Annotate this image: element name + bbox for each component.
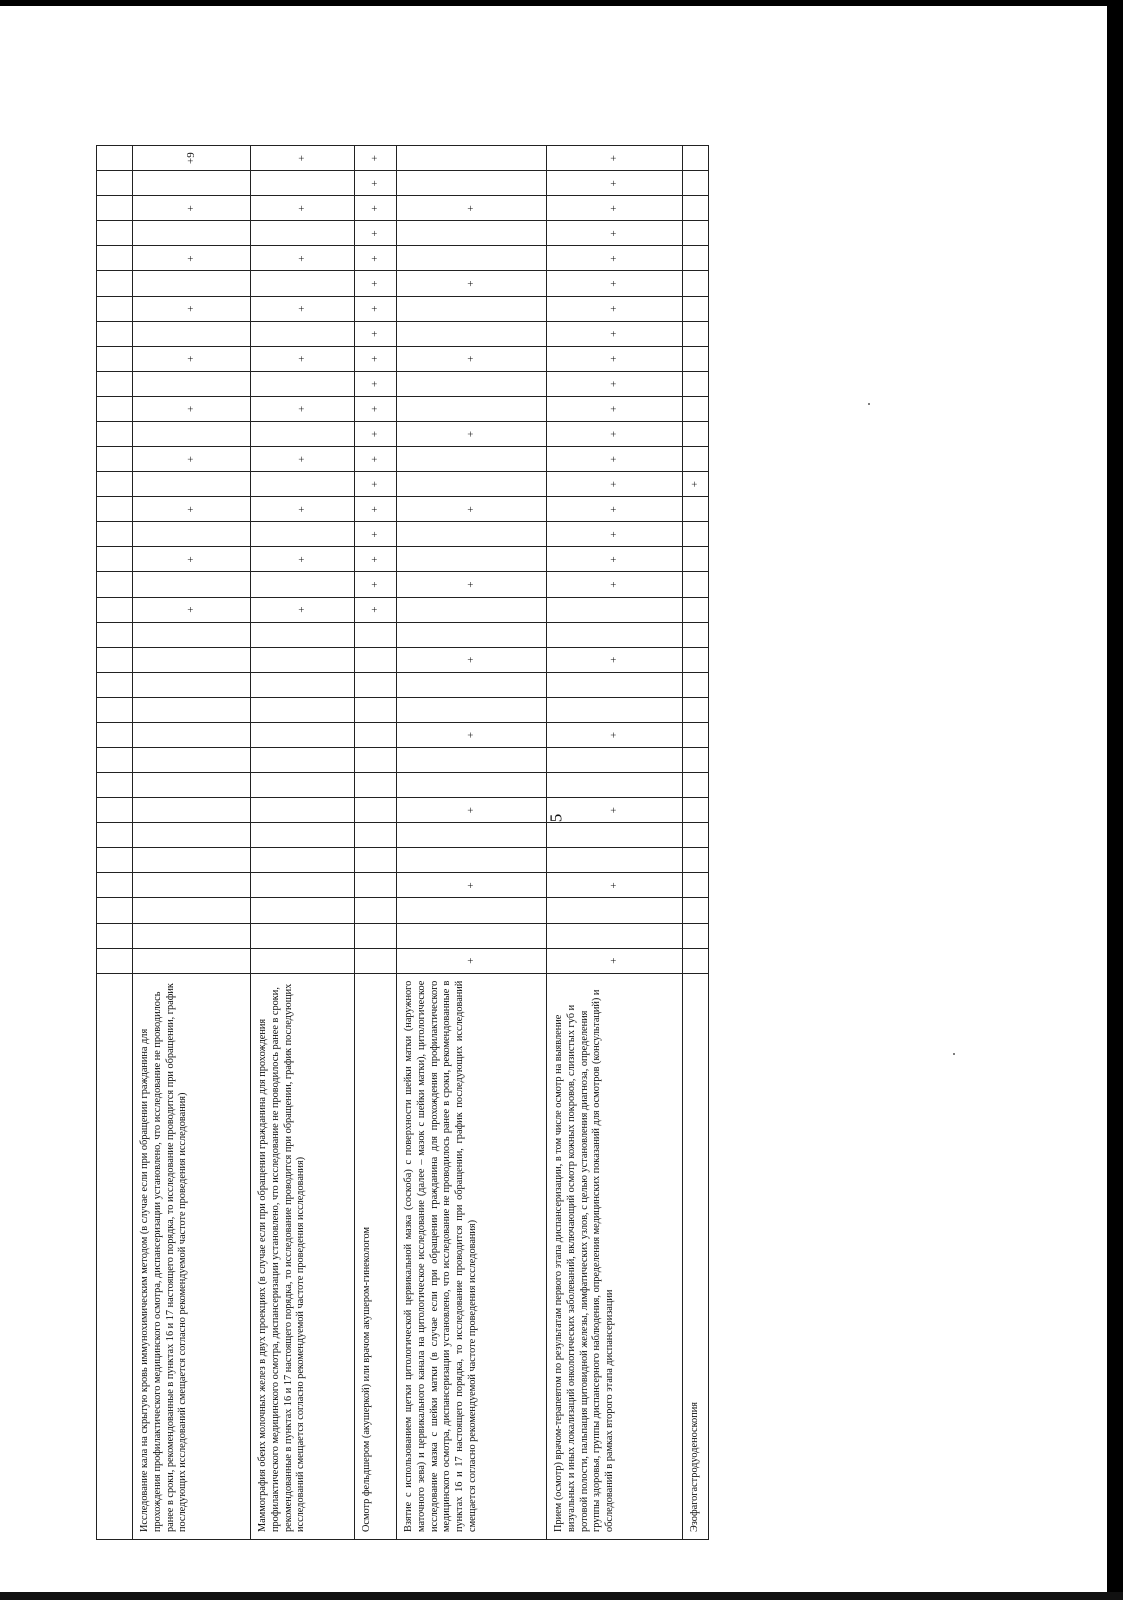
row-mark-cell: + [355, 221, 397, 246]
row-mark-cell: + [251, 547, 355, 572]
row-mark-cell [683, 722, 709, 747]
row-mark-cell [251, 948, 355, 973]
header-age-cell [97, 773, 133, 798]
row-mark-cell: + [397, 421, 547, 446]
row-mark-cell [355, 848, 397, 873]
row-mark-cell [397, 547, 547, 572]
header-age-cell [97, 823, 133, 848]
row-mark-cell [683, 421, 709, 446]
row-mark-cell [251, 647, 355, 672]
row-mark-cell: + [547, 396, 683, 421]
row-mark-cell [251, 747, 355, 772]
row-mark-cell [397, 672, 547, 697]
header-age-cell [97, 848, 133, 873]
header-age-cell [97, 597, 133, 622]
row-mark-cell [397, 171, 547, 196]
row-mark-cell [397, 296, 547, 321]
row-mark-cell: + [547, 798, 683, 823]
row-mark-cell: + [547, 321, 683, 346]
row-mark-cell: + [355, 396, 397, 421]
rotated-table-wrapper [96, 145, 701, 1540]
header-age-cell [97, 472, 133, 497]
row-mark-cell [683, 898, 709, 923]
row-mark-cell [397, 321, 547, 346]
row-mark-cell: + [251, 447, 355, 472]
row-mark-cell [133, 221, 251, 246]
row-mark-cell [355, 948, 397, 973]
row-mark-cell [251, 421, 355, 446]
table-row [683, 146, 709, 1540]
row-description: Исследование кала на скрытую кровь иммунохимическим методом (в случае если при обращении гражданина для прохождения профилактического медицинского осмотра, диспансеризации установлено, что исследование не проводилось ранее в сроки, рекомендованные в пунктах 16 и 17 настоящего порядка, то исследование проводится при обращении, график последующих исследований смещается согласно рекомендуемой частоте проведения исследования) [133, 973, 251, 1539]
row-mark-cell [547, 597, 683, 622]
row-mark-cell: + [251, 246, 355, 271]
row-mark-cell [251, 472, 355, 497]
header-age-cell [97, 948, 133, 973]
row-mark-cell [683, 697, 709, 722]
header-age-cell [97, 798, 133, 823]
row-mark-cell: + [355, 196, 397, 221]
row-mark-cell [251, 823, 355, 848]
row-mark-cell: + [547, 421, 683, 446]
row-mark-cell: + [355, 321, 397, 346]
row-mark-cell [683, 396, 709, 421]
header-age-cell [97, 873, 133, 898]
row-mark-cell [355, 798, 397, 823]
row-mark-cell [251, 371, 355, 396]
row-mark-cell [133, 421, 251, 446]
row-mark-cell: + [397, 196, 547, 221]
row-mark-cell [683, 522, 709, 547]
row-mark-cell: + [547, 371, 683, 396]
row-mark-cell [547, 747, 683, 772]
row-mark-cell [683, 321, 709, 346]
row-mark-cell [355, 647, 397, 672]
header-row [97, 146, 133, 1540]
row-mark-cell: + [355, 346, 397, 371]
row-mark-cell [355, 697, 397, 722]
row-mark-cell: + [547, 873, 683, 898]
row-mark-cell [397, 396, 547, 421]
row-mark-cell: + [355, 296, 397, 321]
row-mark-cell: + [547, 547, 683, 572]
row-mark-cell: + [547, 722, 683, 747]
row-mark-cell [397, 522, 547, 547]
row-mark-cell [397, 597, 547, 622]
header-age-cell [97, 171, 133, 196]
row-mark-cell [251, 898, 355, 923]
row-mark-cell: + [547, 196, 683, 221]
row-mark-cell [355, 898, 397, 923]
row-mark-cell: + [133, 396, 251, 421]
row-mark-cell: + [547, 472, 683, 497]
row-mark-cell [133, 722, 251, 747]
row-mark-cell [683, 597, 709, 622]
row-mark-cell [683, 296, 709, 321]
row-mark-cell: +9 [133, 146, 251, 171]
row-mark-cell [547, 622, 683, 647]
row-mark-cell: + [397, 873, 547, 898]
row-mark-cell [683, 371, 709, 396]
row-mark-cell [355, 923, 397, 948]
header-age-cell [97, 421, 133, 446]
row-mark-cell: + [251, 196, 355, 221]
row-mark-cell [133, 773, 251, 798]
row-mark-cell [683, 773, 709, 798]
row-mark-cell: + [355, 421, 397, 446]
row-mark-cell [251, 873, 355, 898]
header-age-cell [97, 647, 133, 672]
header-age-cell [97, 672, 133, 697]
row-mark-cell [683, 848, 709, 873]
row-mark-cell [547, 923, 683, 948]
row-mark-cell [133, 697, 251, 722]
row-mark-cell [133, 622, 251, 647]
row-mark-cell: + [397, 948, 547, 973]
row-mark-cell [133, 848, 251, 873]
row-mark-cell [133, 472, 251, 497]
row-mark-cell [683, 622, 709, 647]
row-mark-cell [683, 196, 709, 221]
row-mark-cell: + [547, 221, 683, 246]
row-mark-cell: + [133, 346, 251, 371]
row-mark-cell [683, 798, 709, 823]
row-description: Маммография обеих молочных желез в двух проекциях (в случае если при обращении гражданина для прохождения профилактического медицинского осмотра, диспансеризации установлено, что исследование не проводилось ранее в сроки, рекомендованные в пунктах 16 и 17 настоящего порядка, то исследование проводится при обращении, график последующих исследований смещается согласно рекомендуемой частоте проведения исследования) [251, 973, 355, 1539]
scan-edge-bottom [0, 1592, 1123, 1600]
row-mark-cell: + [355, 597, 397, 622]
row-mark-cell [133, 572, 251, 597]
table-row [547, 146, 683, 1540]
row-mark-cell [547, 898, 683, 923]
row-mark-cell [683, 221, 709, 246]
row-mark-cell: + [547, 948, 683, 973]
row-mark-cell [683, 547, 709, 572]
row-mark-cell [547, 773, 683, 798]
row-mark-cell [251, 672, 355, 697]
row-mark-cell: + [355, 246, 397, 271]
row-mark-cell: + [355, 572, 397, 597]
row-mark-cell [251, 171, 355, 196]
row-mark-cell [397, 622, 547, 647]
row-mark-cell [133, 923, 251, 948]
row-mark-cell: + [547, 497, 683, 522]
screening-schedule-table [96, 145, 709, 1540]
row-mark-cell [355, 747, 397, 772]
row-mark-cell [355, 773, 397, 798]
table-row [397, 146, 547, 1540]
row-mark-cell: + [133, 497, 251, 522]
row-mark-cell: + [547, 647, 683, 672]
row-mark-cell: + [251, 346, 355, 371]
row-mark-cell [251, 722, 355, 747]
header-age-cell [97, 447, 133, 472]
row-mark-cell [133, 647, 251, 672]
row-mark-cell: + [355, 271, 397, 296]
header-age-cell [97, 146, 133, 171]
row-mark-cell: + [547, 271, 683, 296]
scan-edge-top [0, 0, 1123, 6]
row-mark-cell: + [133, 547, 251, 572]
row-mark-cell [133, 823, 251, 848]
header-age-cell [97, 321, 133, 346]
header-age-cell [97, 497, 133, 522]
row-mark-cell [397, 472, 547, 497]
row-mark-cell [397, 747, 547, 772]
row-description: Осмотр фельдшером (акушеркой) или врачом акушером-гинекологом [355, 973, 397, 1539]
row-description: Прием (осмотр) врачом-терапевтом по результатам первого этапа диспансеризации, в том числе осмотр на выявление визуальных и иных локализаций онкологических заболеваний, включающий осмотр кожных покровов, слизистых губ и ротовой полости, пальпация щитовидной железы, лимфатических узлов, с целью установления диагноза, определения группы здоровья, группы диспансерного наблюдения, определения медицинских показаний для осмотров (консультаций) и обследований в рамках второго этапа диспансеризации [547, 973, 683, 1539]
row-mark-cell: + [547, 522, 683, 547]
row-mark-cell: + [251, 146, 355, 171]
row-mark-cell [355, 873, 397, 898]
row-mark-cell: + [355, 547, 397, 572]
row-mark-cell [133, 171, 251, 196]
row-description: Эзофагогастродуоденоскопия [683, 973, 709, 1539]
header-age-cell [97, 296, 133, 321]
row-mark-cell: + [547, 296, 683, 321]
row-mark-cell: + [547, 572, 683, 597]
row-mark-cell [397, 371, 547, 396]
row-mark-cell [355, 823, 397, 848]
header-age-cell [97, 898, 133, 923]
row-mark-cell: + [547, 171, 683, 196]
row-mark-cell [397, 773, 547, 798]
page-number: 5 [546, 813, 566, 823]
row-mark-cell [683, 923, 709, 948]
row-mark-cell [397, 246, 547, 271]
row-mark-cell [547, 823, 683, 848]
row-mark-cell [397, 146, 547, 171]
row-mark-cell [683, 747, 709, 772]
row-mark-cell [133, 371, 251, 396]
row-mark-cell [397, 447, 547, 472]
row-mark-cell [251, 798, 355, 823]
row-mark-cell: + [355, 447, 397, 472]
row-mark-cell: + [133, 196, 251, 221]
row-mark-cell: + [397, 346, 547, 371]
row-mark-cell [683, 447, 709, 472]
row-mark-cell: + [397, 497, 547, 522]
row-mark-cell [133, 522, 251, 547]
row-mark-cell: + [133, 597, 251, 622]
row-mark-cell [683, 271, 709, 296]
row-mark-cell [683, 948, 709, 973]
row-mark-cell: + [133, 296, 251, 321]
header-age-cell [97, 522, 133, 547]
header-age-cell [97, 396, 133, 421]
row-mark-cell: + [547, 346, 683, 371]
row-mark-cell [683, 873, 709, 898]
row-mark-cell: + [251, 597, 355, 622]
scan-speck [868, 403, 870, 405]
row-mark-cell [133, 873, 251, 898]
row-mark-cell [547, 848, 683, 873]
row-description: Взятие с использованием щетки цитологической цервикальной мазка (соскоба) с поверхности шейки матки (наружного маточного зева) и цервикального канала на цитологическое исследование (далее – мазок с шейки матки), цитологическое исследование мазка с шейки матки (в случае если при обращении гражданина для прохождения профилактического медицинского осмотра, диспансеризации установлено, что исследование не проводилось ранее в сроки, рекомендованные в пунктах 16 и 17 настоящего порядка, то исследование проводится при обращении, график последующих исследований смещается согласно рекомендуемой частоте проведения исследования) [397, 973, 547, 1539]
table-body [97, 146, 709, 1540]
row-mark-cell: + [133, 447, 251, 472]
row-mark-cell [683, 346, 709, 371]
scan-edge-right [1107, 0, 1123, 1600]
row-mark-cell [683, 146, 709, 171]
row-mark-cell [133, 321, 251, 346]
row-mark-cell [355, 622, 397, 647]
header-age-cell [97, 697, 133, 722]
header-age-cell [97, 371, 133, 396]
row-mark-cell: + [251, 497, 355, 522]
row-mark-cell [683, 647, 709, 672]
row-mark-cell [251, 923, 355, 948]
row-mark-cell [683, 246, 709, 271]
row-mark-cell [397, 697, 547, 722]
row-mark-cell [133, 798, 251, 823]
row-mark-cell: + [683, 472, 709, 497]
header-age-cell [97, 572, 133, 597]
header-age-cell [97, 747, 133, 772]
row-mark-cell: + [397, 271, 547, 296]
row-mark-cell [397, 823, 547, 848]
row-mark-cell: + [547, 246, 683, 271]
row-mark-cell [355, 672, 397, 697]
header-age-cell [97, 196, 133, 221]
row-mark-cell [133, 747, 251, 772]
row-mark-cell: + [355, 497, 397, 522]
row-mark-cell [683, 823, 709, 848]
row-mark-cell: + [355, 472, 397, 497]
header-age-cell [97, 271, 133, 296]
row-mark-cell [397, 221, 547, 246]
scan-speck [953, 1053, 955, 1055]
header-age-cell [97, 722, 133, 747]
row-mark-cell [397, 848, 547, 873]
table-row [133, 146, 251, 1540]
row-mark-cell [133, 898, 251, 923]
row-mark-cell: + [251, 296, 355, 321]
row-mark-cell: + [355, 146, 397, 171]
row-mark-cell: + [397, 572, 547, 597]
row-mark-cell: + [355, 522, 397, 547]
header-age-cell [97, 547, 133, 572]
table-row [251, 146, 355, 1540]
row-mark-cell: + [547, 146, 683, 171]
row-mark-cell: + [355, 171, 397, 196]
row-mark-cell: + [133, 246, 251, 271]
row-mark-cell [251, 773, 355, 798]
row-mark-cell [133, 271, 251, 296]
row-mark-cell: + [355, 371, 397, 396]
header-age-cell [97, 622, 133, 647]
row-mark-cell [133, 672, 251, 697]
row-mark-cell [547, 672, 683, 697]
row-mark-cell [355, 722, 397, 747]
row-mark-cell [397, 898, 547, 923]
row-mark-cell [251, 271, 355, 296]
row-mark-cell [683, 171, 709, 196]
header-age-cell [97, 346, 133, 371]
row-mark-cell [251, 572, 355, 597]
row-mark-cell: + [397, 798, 547, 823]
row-mark-cell [251, 522, 355, 547]
row-mark-cell [251, 221, 355, 246]
row-mark-cell [133, 948, 251, 973]
table-row [355, 146, 397, 1540]
row-mark-cell [683, 497, 709, 522]
row-mark-cell: + [397, 722, 547, 747]
header-age-cell [97, 221, 133, 246]
row-mark-cell: + [397, 647, 547, 672]
header-age-cell [97, 246, 133, 271]
row-mark-cell [251, 697, 355, 722]
row-mark-cell [683, 572, 709, 597]
row-mark-cell [683, 672, 709, 697]
header-age-cell [97, 923, 133, 948]
row-mark-cell [547, 697, 683, 722]
row-mark-cell [397, 923, 547, 948]
row-mark-cell [251, 622, 355, 647]
row-mark-cell [251, 321, 355, 346]
row-mark-cell: + [251, 396, 355, 421]
row-mark-cell: + [547, 447, 683, 472]
row-mark-cell [251, 848, 355, 873]
header-description-cell [97, 973, 133, 1539]
